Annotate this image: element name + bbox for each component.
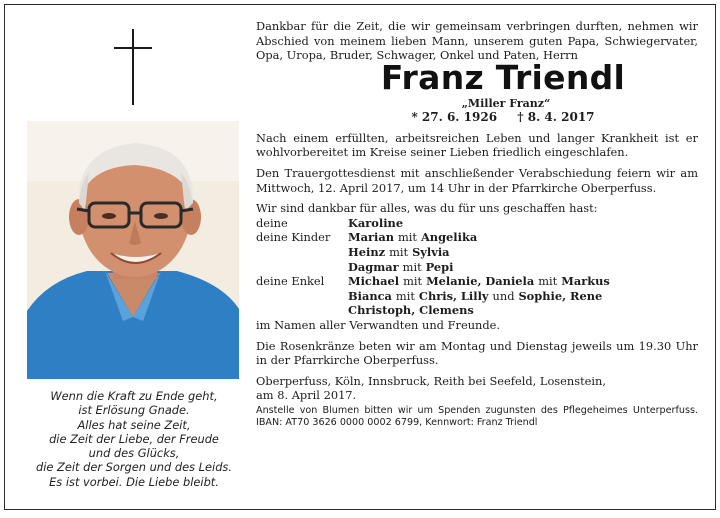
donation-text: Anstelle von Blumen bitten wir um Spenden zugunsten des Pflegeheimes Unterperfuss. IBAN: AT70 3626 0000 0002 6799, Kennwort: Franz Triendl	[256, 404, 698, 429]
connector: mit	[403, 274, 423, 289]
poem-line: die Zeit der Sorgen und des Leids.	[36, 460, 232, 475]
connector: und	[492, 288, 515, 303]
obituary-notice	[4, 4, 716, 510]
family-label: deine Enkel	[256, 274, 325, 289]
family-name: Markus	[561, 274, 610, 289]
funeral-text: Den Trauergottesdienst mit anschließender Verabschiedung feiern wir am Mittwoch, 12. April 2017, um 14 Uhr in der Pfarrkirche Oberperfuss.	[256, 165, 698, 195]
family-name: Marian	[348, 230, 394, 245]
family-name: Pepi	[425, 259, 454, 274]
family-name: Angelika	[420, 230, 478, 245]
relatives-text: im Namen aller Verwandten und Freunde.	[256, 317, 501, 332]
family-label: deine Kinder	[256, 230, 331, 245]
cross-icon	[114, 29, 152, 105]
place-date: am 8. April 2017.	[256, 388, 357, 403]
connector: mit	[389, 244, 409, 259]
family-name: Dagmar	[348, 259, 399, 274]
intro-text: Dankbar für die Zeit, die wir gemeinsam verbringen durften, nehmen wir Abschied von meinem lieben Mann, unserem guten Papa, Schwiegervater, Opa, Uropa, Bruder, Schwager, Onkel und Paten, Herrn	[256, 19, 698, 63]
poem-line: Alles hat seine Zeit,	[77, 417, 191, 432]
poem-line: die Zeit der Liebe, der Freude	[49, 431, 219, 446]
family-label: deine	[256, 215, 288, 230]
family-name: Melanie, Daniela	[426, 274, 535, 289]
life-dates	[308, 110, 698, 125]
passing-text: Nach einem erfüllten, arbeitsreichen Leben und langer Krankheit ist er wohlvorbereitet im Kreise seiner Lieben friedlich eingeschlafen.	[256, 130, 698, 160]
family-name: Michael	[348, 274, 400, 289]
poem	[23, 389, 245, 489]
places-text: Oberperfuss, Köln, Innsbruck, Reith bei Seefeld, Losenstein,	[256, 373, 606, 388]
thanks-text: Wir sind dankbar für alles, was du für uns geschaffen hast:	[256, 201, 598, 216]
poem-line: und des Glücks,	[88, 446, 180, 461]
family-list	[256, 216, 698, 318]
nickname: „Miller Franz“	[461, 96, 551, 110]
poem-line: ist Erlösung Gnade.	[78, 403, 190, 418]
poem-line: Wenn die Kraft zu Ende geht,	[50, 389, 218, 403]
family-name: Christoph, Clemens	[348, 303, 474, 318]
family-name: Bianca	[348, 288, 392, 303]
rosary-text: Die Rosenkränze beten wir am Montag und Dienstag jeweils um 19.30 Uhr in der Pfarrkirche Oberperfuss.	[256, 338, 698, 368]
connector: mit	[402, 259, 422, 274]
family-name: Sylvia	[412, 244, 450, 259]
birth-date: * 27. 6. 1926	[411, 109, 498, 124]
connector: mit	[538, 274, 558, 289]
family-name: Chris, Lilly	[418, 288, 489, 303]
family-name: Karoline	[348, 215, 404, 230]
family-name: Sophie, Rene	[518, 288, 603, 303]
deceased-name: Franz Triendl	[380, 57, 626, 97]
poem-line: Es ist vorbei. Die Liebe bleibt.	[49, 474, 219, 489]
death-date: † 8. 4. 2017	[517, 109, 595, 124]
connector: mit	[395, 288, 415, 303]
connector: mit	[397, 230, 417, 245]
family-name: Heinz	[348, 244, 386, 259]
left-column	[5, 5, 251, 509]
right-column	[256, 19, 698, 430]
portrait-photo	[27, 121, 239, 379]
